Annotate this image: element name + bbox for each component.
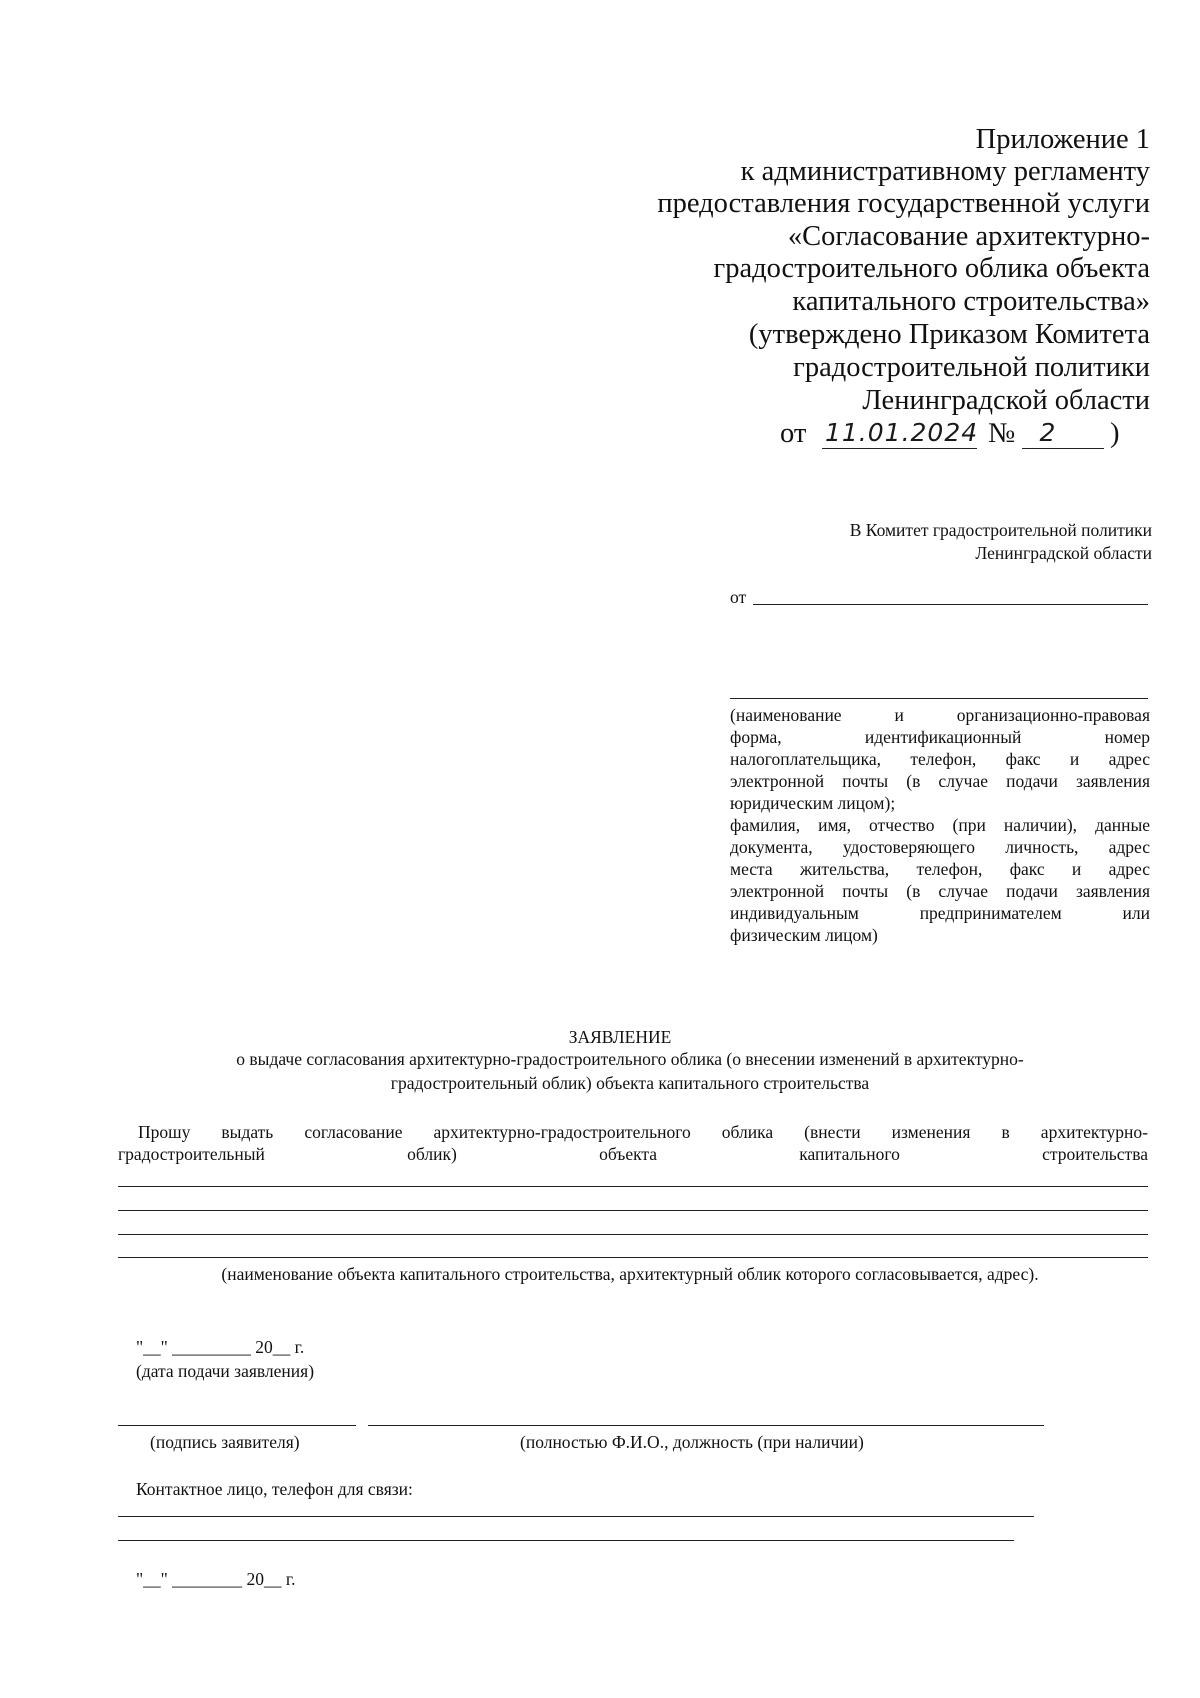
- object-field-line-4[interactable]: [118, 1257, 1148, 1258]
- note-individual-line-3: места жительства, телефон, факс и адрес: [730, 859, 1150, 879]
- object-field-line-2[interactable]: [118, 1210, 1148, 1211]
- order-date-handwritten: 11.01.2024: [825, 418, 979, 447]
- note-individual-line-4: электронной почты (в случае подачи заявления: [730, 881, 1150, 901]
- note-legal-line-4: электронной почты (в случае подачи заявления: [730, 771, 1150, 791]
- order-number-sign: №: [988, 418, 1016, 449]
- contact-field-line-2[interactable]: [118, 1540, 1014, 1541]
- order-closing-paren: ): [1110, 418, 1120, 449]
- order-number-handwritten: 2: [1039, 418, 1057, 447]
- header-line-7: (утверждено Приказом Комитета: [748, 319, 1150, 350]
- request-line-2: градостроительный облик) объекта капитального строительства: [118, 1144, 1148, 1164]
- full-name-line[interactable]: [368, 1425, 1044, 1426]
- final-date-field[interactable]: "__" ________ 20__ г.: [136, 1569, 296, 1589]
- from-label: от: [730, 587, 747, 607]
- header-line-4: «Согласование архитектурно-: [787, 221, 1150, 252]
- header-line-9: Ленинградской области: [862, 385, 1150, 416]
- order-date-underline: [822, 448, 977, 449]
- addressee-line-1: В Комитет градостроительной политики: [849, 520, 1152, 540]
- header-line-1: Приложение 1: [975, 124, 1150, 155]
- order-reference: [780, 418, 1152, 454]
- request-line-1: Прошу выдать согласование архитектурно-градостроительного облика (внести изменения в архитектурно-: [138, 1122, 1148, 1142]
- title-heading: ЗАЯВЛЕНИЕ: [568, 1027, 672, 1047]
- submission-date-field[interactable]: "__" _________ 20__ г.: [136, 1337, 305, 1357]
- note-individual-line-6: физическим лицом): [730, 925, 878, 945]
- order-number-underline: [1022, 448, 1104, 449]
- note-individual-line-5: индивидуальным предпринимателем или: [730, 903, 1150, 923]
- order-prefix: от: [780, 418, 807, 449]
- header-line-3: предоставления государственной услуги: [657, 188, 1150, 219]
- header-line-2: к административному регламенту: [740, 156, 1150, 187]
- note-legal-line-5: юридическим лицом);: [730, 793, 896, 813]
- addressee-line-2: Ленинградской области: [975, 543, 1152, 563]
- header-line-6: капитального строительства»: [792, 286, 1150, 317]
- full-name-caption: (полностью Ф.И.О., должность (при наличии): [520, 1432, 864, 1452]
- note-legal-line-2: форма, идентификационный номер: [730, 727, 1150, 747]
- object-field-line-3[interactable]: [118, 1234, 1148, 1235]
- object-field-line-1[interactable]: [118, 1186, 1148, 1187]
- applicant-field-line-2[interactable]: [730, 698, 1148, 699]
- note-legal-line-1: (наименование и организационно-правовая: [730, 705, 1150, 725]
- signature-line[interactable]: [118, 1425, 356, 1426]
- header-line-5: градостроительного облика объекта: [713, 253, 1150, 284]
- signature-caption: (подпись заявителя): [150, 1432, 300, 1452]
- contact-field-line-1[interactable]: [118, 1516, 1034, 1517]
- object-caption: (наименование объекта капитального строительства, архитектурный облик которого согласовывается, адрес).: [221, 1264, 1039, 1284]
- note-individual-line-2: документа, удостоверяющего личность, адрес: [730, 837, 1150, 857]
- note-legal-line-3: налогоплательщика, телефон, факс и адрес: [730, 749, 1150, 769]
- title-line-1: о выдаче согласования архитектурно-градостроительного облика (о внесении изменений в архитектурно-: [236, 1049, 1024, 1069]
- title-line-2: градостроительный облик) объекта капитального строительства: [390, 1073, 870, 1093]
- contact-label: Контактное лицо, телефон для связи:: [136, 1479, 413, 1499]
- header-line-8: градостроительной политики: [793, 352, 1150, 383]
- applicant-field-line-1[interactable]: [753, 604, 1148, 605]
- submission-date-caption: (дата подачи заявления): [136, 1361, 315, 1381]
- note-individual-line-1: фамилия, имя, отчество (при наличии), данные: [730, 815, 1150, 835]
